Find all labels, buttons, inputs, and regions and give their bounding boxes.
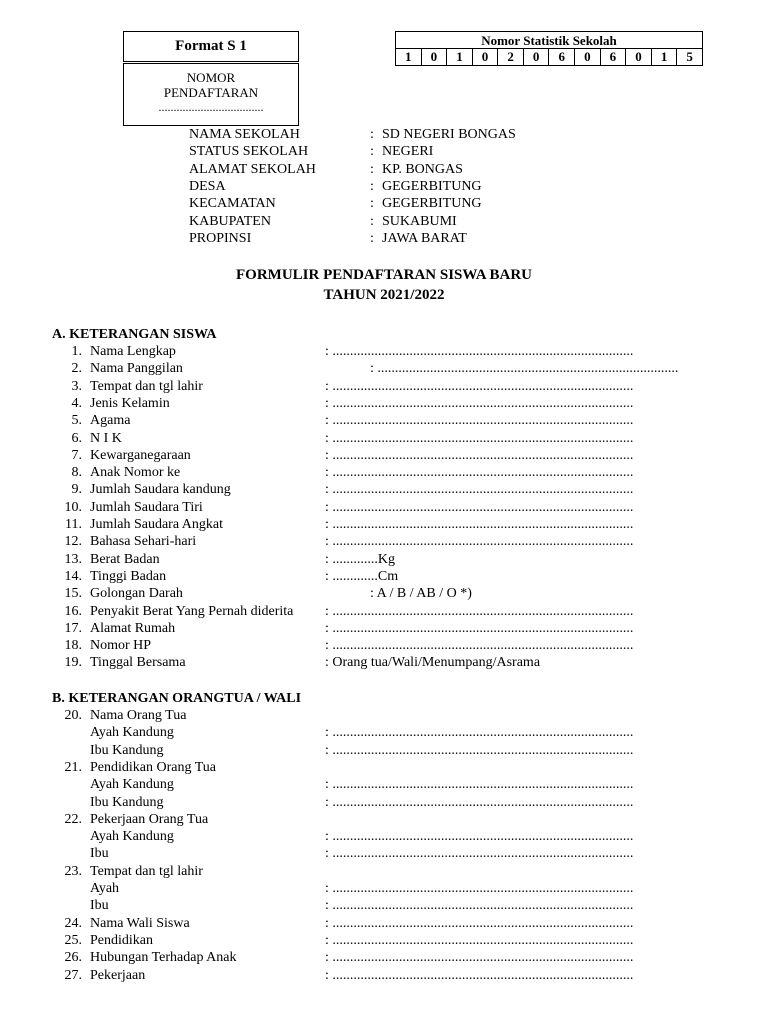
school-info-separator: : [370,144,374,160]
registration-number-box [123,63,299,126]
form-row-label: Jumlah Saudara Angkat [90,517,223,532]
registration-label-line1: NOMOR [186,70,236,85]
form-row-number: 13. [64,551,82,567]
form-row-number: 14. [64,568,82,584]
form-row [0,481,768,498]
registration-label-line2: PENDAFTARAN [163,85,259,100]
form-row-label: Jumlah Saudara kandung [90,482,231,498]
form-row-field[interactable]: : ...................................................................................... [325,881,634,896]
form-row-field[interactable]: : ...................................................................................... [325,967,634,983]
form-row-field[interactable]: : ...................................................................................... [325,725,634,741]
school-statistic-number-table [395,31,703,66]
school-info-label: NAMA SEKOLAH [189,127,300,142]
form-row-field[interactable]: : ...................................................................................... [325,638,634,654]
form-row-number: 15. [64,586,82,602]
form-row-label: Bahasa Sehari-hari [90,534,197,550]
form-row-field[interactable]: : A / B / AB / O *) [370,586,472,602]
format-label-box [123,31,299,62]
form-row-label: Agama [90,413,131,429]
form-row-label: Tinggal Bersama [90,655,186,671]
form-row [0,412,768,429]
school-info-separator: : [370,196,374,212]
form-row [0,707,768,724]
form-row-number: 16. [64,603,82,619]
form-row-number: 6. [71,430,82,446]
form-row-label: Jenis Kelamin [90,395,170,411]
form-row [0,603,768,620]
form-row-label: Ibu Kandung [90,742,164,758]
form-row-number: 19. [64,655,82,671]
form-row-label: Penyakit Berat Yang Pernah diderita [90,603,294,619]
school-info-label: PROPINSI [189,230,252,246]
form-row-label: Kewarganegaraan [90,447,191,463]
form-row-label: Nomor HP [90,638,152,654]
form-row-label: Tempat dan tgl lahir [90,863,203,879]
school-info-value: GEGERBITUNG [382,196,482,212]
form-row [0,654,768,671]
form-row [0,430,768,447]
nss-digit: 5 [677,49,703,66]
school-info-label: STATUS SEKOLAH [189,144,309,160]
school-info-value: SUKABUMI [382,213,457,229]
form-row-field[interactable]: : ...................................................................................... [325,378,634,394]
form-row-label: Ayah Kandung [90,725,174,741]
form-row [0,742,768,759]
form-row-label: Ibu [90,846,109,862]
form-row [0,828,768,845]
form-row-number: 21. [64,759,82,775]
form-row-label: Tinggi Badan [90,568,167,584]
form-row [0,378,768,395]
form-row-field[interactable]: : ...................................................................................... [325,620,634,636]
form-row-label: Ayah Kandung [90,829,174,845]
form-row [0,447,768,464]
form-row-label: Golongan Darah [90,586,183,602]
form-row-field[interactable]: : ...................................................................................... [325,915,634,931]
form-row-label: Ibu Kandung [90,794,164,810]
form-row-label: Nama Lengkap [90,344,176,359]
form-row-field[interactable]: : ...................................................................................... [325,517,634,532]
form-row-field[interactable]: : ...................................................................................... [325,482,634,498]
form-row-field[interactable]: : ...................................................................................... [325,447,634,463]
form-row-field[interactable]: : ...................................................................................... [325,794,634,810]
nss-digit: 0 [472,49,498,66]
form-row-label: Pendidikan Orang Tua [90,759,216,775]
nss-digit: 0 [523,49,549,66]
form-row [0,516,768,533]
form-row-number: 24. [64,915,82,931]
form-row-field[interactable]: : ...................................................................................... [325,413,634,429]
form-row-number: 20. [64,708,82,723]
form-year: TAHUN 2021/2022 [323,287,445,303]
form-row-field[interactable]: : ...................................................................................... [325,499,634,515]
form-row-field[interactable]: : ...................................................................................... [325,603,634,619]
form-row [0,845,768,862]
form-row [0,464,768,481]
form-row [0,863,768,880]
form-row-field[interactable]: : Orang tua/Wali/Menumpang/Asrama [325,655,541,671]
school-info-separator: : [370,161,374,177]
form-row-number: 5. [71,413,82,429]
form-row-field[interactable]: : ...................................................................................... [325,898,634,914]
school-info-label: DESA [189,178,226,194]
form-row-field[interactable]: : ...................................................................................... [325,465,634,481]
nss-digit: 1 [447,49,473,66]
school-info-label: KECAMATAN [189,196,276,212]
form-row [0,551,768,568]
form-row-number: 26. [64,950,82,966]
form-row-number: 23. [64,863,82,879]
form-row [0,568,768,585]
form-title: FORMULIR PENDAFTARAN SISWA BARU [236,267,532,283]
form-row-label: Hubungan Terhadap Anak [90,950,237,966]
form-row [0,811,768,828]
form-row-number: 10. [64,499,82,515]
form-row-label: Anak Nomor ke [90,465,181,481]
form-row-number: 3. [71,378,82,394]
nss-digit: 6 [549,49,575,66]
nss-digit: 0 [626,49,652,66]
form-row-label: Tempat dan tgl lahir [90,378,203,394]
section-a-heading: A. KETERANGAN SISWA [52,327,217,342]
registration-number-field[interactable]: ................................... [158,100,264,114]
form-row-number: 4. [71,395,82,411]
form-row [0,776,768,793]
form-row-label: Pendidikan [90,932,153,948]
form-row-label: Nama Orang Tua [90,708,187,723]
form-row-label: N I K [90,430,122,446]
nss-digits-row [396,49,703,66]
nss-digit: 1 [651,49,677,66]
form-row-label: Berat Badan [90,551,160,567]
school-info-value: JAWA BARAT [382,230,467,246]
format-label: Format S 1 [175,38,247,54]
form-row-number: 2. [71,361,82,377]
form-row-number: 17. [64,620,82,636]
school-info-label: KABUPATEN [189,213,271,229]
form-row-number: 1. [71,344,82,359]
form-row-field[interactable]: : ...................................................................................... [370,361,679,377]
form-row-label: Nama Wali Siswa [90,915,190,931]
nss-title: Nomor Statistik Sekolah [396,32,703,49]
form-row [0,499,768,516]
form-row [0,637,768,654]
form-row-field[interactable]: : ...................................................................................... [325,932,634,948]
form-row-label: Ayah Kandung [90,777,174,793]
school-info-separator: : [370,230,374,246]
form-row-field[interactable]: : ...................................................................................... [325,846,634,862]
form-row [0,343,768,360]
form-row [0,915,768,932]
form-row-field[interactable]: : ...................................................................................... [325,430,634,446]
form-row-field[interactable]: : ...................................................................................... [325,742,634,758]
nss-digit: 0 [421,49,447,66]
form-row-field[interactable]: : ...................................................................................... [325,395,634,411]
form-row-field[interactable]: : .............Cm [325,568,399,584]
form-row-number: 9. [71,482,82,498]
form-row [0,360,768,377]
form-row [0,880,768,897]
form-row-field[interactable]: : ...................................................................................... [325,950,634,966]
nss-digit: 0 [575,49,601,66]
form-row [0,949,768,966]
form-row-field[interactable]: : .............Kg [325,551,395,567]
form-row-number: 11. [65,517,82,532]
form-row-label: Nama Panggilan [90,361,183,377]
school-info-value: SD NEGERI BONGAS [382,127,516,142]
form-row [0,897,768,914]
nss-digit: 2 [498,49,524,66]
nss-digit: 6 [600,49,626,66]
form-row-number: 18. [64,638,82,654]
form-row-label: Jumlah Saudara Tiri [90,499,203,515]
school-info-value: KP. BONGAS [382,161,463,177]
school-info-separator: : [370,178,374,194]
form-row-label: Pekerjaan Orang Tua [90,811,209,827]
form-row-number: 22. [64,811,82,827]
school-info-label: ALAMAT SEKOLAH [189,161,316,177]
form-row [0,620,768,637]
form-row-number: 27. [64,967,82,983]
form-row-field[interactable]: : ...................................................................................... [325,829,634,845]
form-row [0,794,768,811]
form-row-number: 12. [64,534,82,550]
form-row [0,759,768,776]
form-row-field[interactable]: : ...................................................................................... [325,777,634,793]
form-row [0,533,768,550]
form-row [0,932,768,949]
form-row-field[interactable]: : ...................................................................................... [325,344,634,359]
form-row-number: 7. [71,447,82,463]
form-row [0,585,768,602]
school-info-separator: : [370,127,374,142]
form-row-number: 25. [64,932,82,948]
form-row-field[interactable]: : ...................................................................................... [325,534,634,550]
form-row [0,967,768,984]
section-b-heading: B. KETERANGAN ORANGTUA / WALI [52,691,302,706]
form-row [0,395,768,412]
nss-digit: 1 [396,49,422,66]
form-row-label: Pekerjaan [90,967,146,983]
school-info-value: NEGERI [382,144,434,160]
form-row-label: Ibu [90,898,109,914]
form-row-label: Alamat Rumah [90,620,176,636]
form-row-number: 8. [71,465,82,481]
school-info-value: GEGERBITUNG [382,178,482,194]
form-row [0,724,768,741]
form-row-label: Ayah [90,881,120,896]
school-info-separator: : [370,213,374,229]
